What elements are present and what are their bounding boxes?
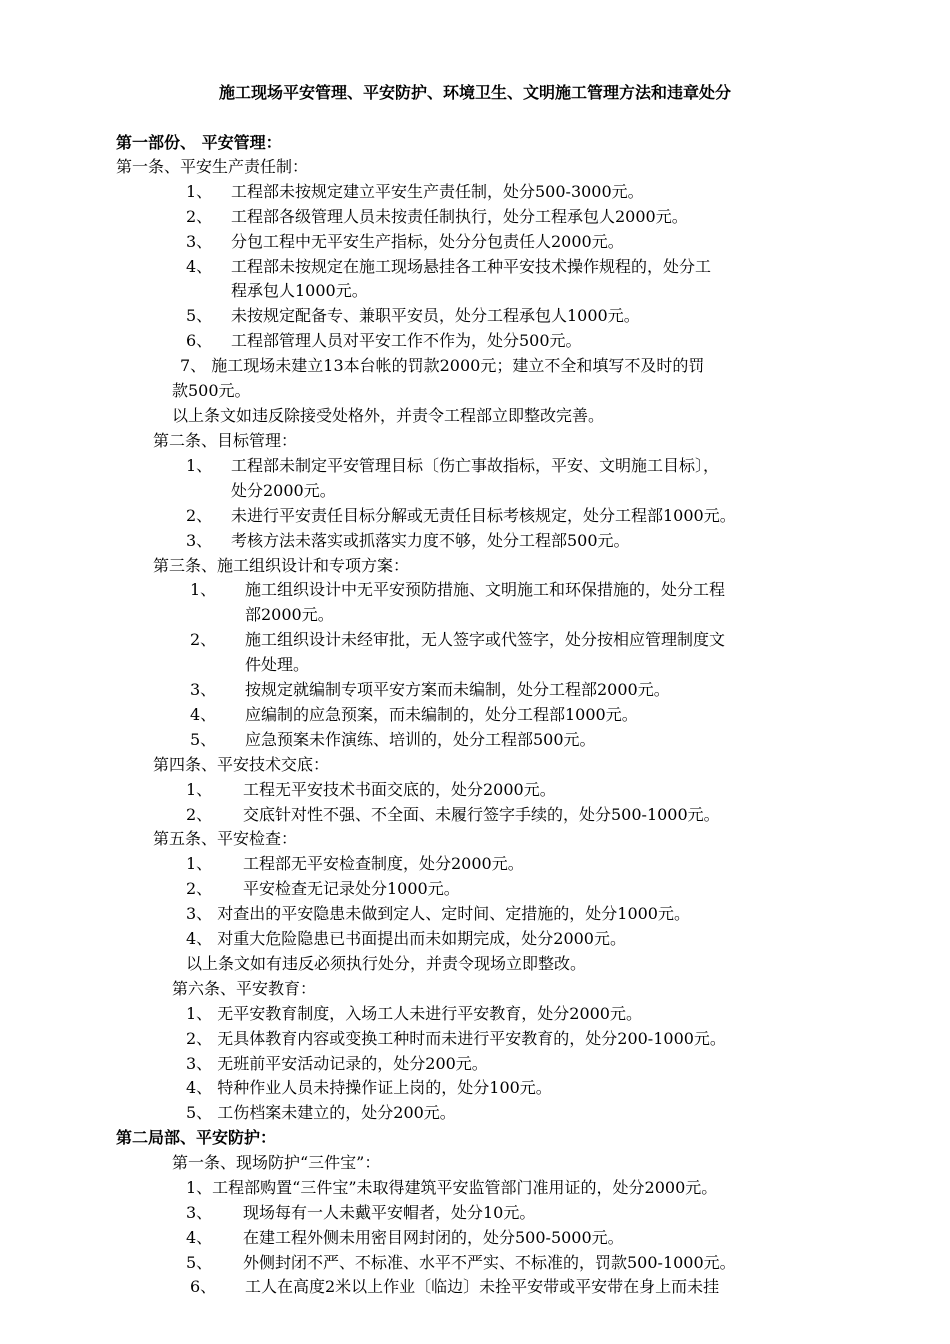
item-number: 2、 bbox=[186, 805, 213, 824]
item-text: 工程部未按规定建立平安生产责任制，处分500-3000元。 bbox=[231, 182, 644, 201]
article-heading: 第一条、现场防护“三件宝”： bbox=[172, 1153, 381, 1172]
item-text: 施工组织设计未经审批，无人签字或代签字，处分按相应管理制度文 bbox=[245, 630, 726, 649]
item-text: 3、 无班前平安活动记录的，处分200元。 bbox=[186, 1054, 488, 1073]
item-text: 7、 施工现场未建立13本台帐的罚款2000元；建立不全和填写不及时的罚 bbox=[180, 356, 705, 375]
article-heading: 第二条、目标管理： bbox=[153, 431, 298, 450]
item-text: 按规定就编制专项平安方案而未编制，处分工程部2000元。 bbox=[245, 680, 670, 699]
item-number: 2、 bbox=[186, 506, 213, 525]
item-text: 考核方法未落实或抓落实力度不够，处分工程部500元。 bbox=[231, 531, 630, 550]
item-text: 工程部未制定平安管理目标〔伤亡事故指标，平安、文明施工目标〕， bbox=[231, 456, 720, 475]
item-number: 3、 bbox=[186, 531, 213, 550]
item-text: 平安检查无记录处分1000元。 bbox=[243, 879, 460, 898]
item-number: 3、 bbox=[190, 680, 217, 699]
item-text: 工程部无平安检查制度，处分2000元。 bbox=[243, 854, 524, 873]
item-number: 5、 bbox=[190, 730, 217, 749]
item-number: 5、 bbox=[186, 306, 213, 325]
item-number: 6、 bbox=[186, 331, 213, 350]
item-number: 2、 bbox=[186, 207, 213, 226]
item-number: 1、 bbox=[190, 580, 217, 599]
item-text-continued: 件处理。 bbox=[245, 655, 310, 674]
item-text-continued: 处分2000元。 bbox=[231, 481, 336, 500]
item-number: 3、 bbox=[186, 1203, 213, 1222]
item-text-continued: 程承包人1000元。 bbox=[231, 281, 368, 300]
item-text: 施工组织设计中无平安预防措施、文明施工和环保措施的，处分工程 bbox=[245, 580, 726, 599]
item-number: 4、 bbox=[190, 705, 217, 724]
item-number: 4、 bbox=[186, 257, 213, 276]
item-text: 未按规定配备专、兼职平安员，处分工程承包人1000元。 bbox=[231, 306, 640, 325]
item-text: 2、 无具体教育内容或变换工种时而未进行平安教育的，处分200-1000元。 bbox=[186, 1029, 726, 1048]
item-text: 应急预案未作演练、培训的，处分工程部500元。 bbox=[245, 730, 596, 749]
note-text: 以上条文如有违反必须执行处分，并责令现场立即整改。 bbox=[186, 954, 587, 973]
item-text: 在建工程外侧未用密目网封闭的，处分500-5000元。 bbox=[243, 1228, 624, 1247]
article-heading: 第一条、平安生产责任制： bbox=[116, 157, 309, 176]
item-text: 外侧封闭不严、不标准、水平不严实、不标准的，罚款500-1000元。 bbox=[243, 1253, 736, 1272]
article-heading: 第四条、平安技术交底： bbox=[153, 755, 330, 774]
item-number: 2、 bbox=[190, 630, 217, 649]
note-text: 以上条文如违反除接受处格外，并责令工程部立即整改完善。 bbox=[172, 406, 605, 425]
item-text: 3、 对查出的平安隐患未做到定人、定时间、定措施的，处分1000元。 bbox=[186, 904, 690, 923]
item-number: 1、 bbox=[186, 854, 213, 873]
item-text: 分包工程中无平安生产指标，处分分包责任人2000元。 bbox=[231, 232, 624, 251]
item-text: 1、 无平安教育制度，入场工人未进行平安教育，处分2000元。 bbox=[186, 1004, 642, 1023]
item-text: 工程无平安技术书面交底的，处分2000元。 bbox=[243, 780, 556, 799]
item-number: 2、 bbox=[186, 879, 213, 898]
item-number: 3、 bbox=[186, 232, 213, 251]
item-text: 应编制的应急预案，而未编制的，处分工程部1000元。 bbox=[245, 705, 638, 724]
item-text-continued: 部2000元。 bbox=[245, 605, 334, 624]
item-text-continued: 款500元。 bbox=[172, 381, 251, 400]
item-number: 5、 bbox=[186, 1253, 213, 1272]
item-number: 6、 bbox=[190, 1277, 217, 1296]
item-text: 4、 对重大危险隐患已书面提出而未如期完成，处分2000元。 bbox=[186, 929, 626, 948]
item-text: 工程部管理人员对平安工作不作为，处分500元。 bbox=[231, 331, 582, 350]
item-number: 1、 bbox=[186, 456, 213, 475]
item-number: 1、 bbox=[186, 780, 213, 799]
item-text: 工程部未按规定在施工现场悬挂各工种平安技术操作规程的，处分工 bbox=[231, 257, 712, 276]
part-heading: 第一部份、 平安管理： bbox=[116, 133, 282, 152]
item-text: 交底针对性不强、不全面、未履行签字手续的，处分500-1000元。 bbox=[243, 805, 720, 824]
part-heading: 第二局部、平安防护： bbox=[116, 1128, 277, 1147]
article-heading: 第五条、平安检查： bbox=[153, 829, 298, 848]
item-number: 1、 bbox=[186, 182, 213, 201]
item-text: 5、 工伤档案未建立的，处分200元。 bbox=[186, 1103, 456, 1122]
article-heading: 第三条、施工组织设计和专项方案： bbox=[153, 556, 410, 575]
item-text: 工程部各级管理人员未按责任制执行，处分工程承包人2000元。 bbox=[231, 207, 688, 226]
item-text: 未进行平安责任目标分解或无责任目标考核规定，处分工程部1000元。 bbox=[231, 506, 736, 525]
item-text: 工人在高度2米以上作业〔临边〕未拴平安带或平安带在身上而未挂 bbox=[245, 1277, 720, 1296]
item-text: 4、 特种作业人员未持操作证上岗的，处分100元。 bbox=[186, 1078, 552, 1097]
item-number: 4、 bbox=[186, 1228, 213, 1247]
item-text: 1、工程部购置“三件宝”未取得建筑平安监管部门准用证的，处分2000元。 bbox=[186, 1178, 718, 1197]
document-title: 施工现场平安管理、平安防护、环境卫生、文明施工管理方法和违章处分 bbox=[218, 83, 731, 102]
article-heading: 第六条、平安教育： bbox=[172, 979, 317, 998]
item-text: 现场每有一人未戴平安帽者，处分10元。 bbox=[243, 1203, 536, 1222]
